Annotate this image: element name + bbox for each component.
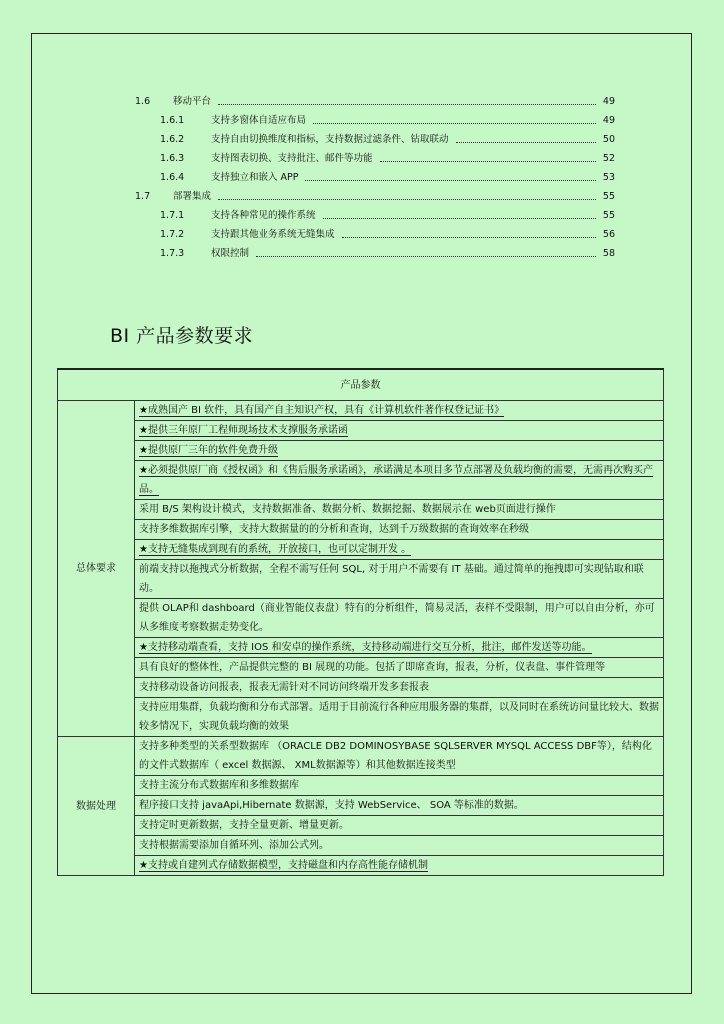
requirement-text: ★提供原厂三年的软件免费升级 (139, 445, 278, 456)
table-row (58, 520, 664, 540)
requirement-text: ★必须提供原厂商《授权函》和《售后服务承诺函》，承诺满足本项目多节点部署及负载均衡的需要，无需再次购买产品。 (139, 465, 653, 495)
requirement-cell (135, 638, 664, 658)
toc-entry[interactable] (135, 92, 615, 111)
requirement-text: ★支持无缝集成到现有的系统，开放接口，也可以定制开发 。 (139, 544, 412, 555)
requirement-cell (135, 678, 664, 698)
toc-entry[interactable] (135, 130, 615, 149)
toc-entry[interactable] (135, 149, 615, 168)
toc-entry[interactable] (135, 206, 615, 225)
table-row (58, 500, 664, 520)
toc-number: 1.6.3 (160, 153, 185, 164)
table-row (58, 401, 664, 421)
toc-leader-dots (456, 142, 596, 143)
toc-entry[interactable] (135, 187, 615, 206)
requirement-text: ★支持或自建列式存储数据模型，支持磁盘和内存高性能存储机制 (139, 860, 428, 871)
toc-title: 支持图表切换、支持批注、邮件等功能 (211, 153, 373, 164)
toc-number: 1.7.3 (160, 248, 185, 259)
requirement-cell (135, 560, 664, 599)
toc-number: 1.6.4 (160, 172, 185, 183)
requirement-text: 程序接口支持 javaApi,Hibernate 数据源，支持 WebService、 SOA 等标准的数据。 (139, 800, 524, 811)
toc-leader-dots (313, 123, 596, 124)
category-cell: 总体要求 (58, 401, 135, 737)
toc-number: 1.6.1 (160, 115, 185, 126)
requirement-text: 支持主流分布式数据库和多维数据库 (139, 780, 299, 791)
requirement-cell (135, 500, 664, 520)
toc-page-number: 49 (602, 96, 615, 107)
table-row (58, 678, 664, 698)
table-row (58, 796, 664, 816)
requirement-text: 前端支持以拖拽式分析数据，全程不需写任何 SQL, 对于用户不需要有 IT 基础。通过简单的拖拽即可实现钻取和联动。 (139, 564, 644, 594)
table-row (58, 540, 664, 560)
table-row (58, 737, 664, 776)
toc-title: 移动平台 (173, 96, 212, 107)
requirement-cell (135, 421, 664, 441)
requirement-cell (135, 599, 664, 638)
toc-title: 支持自由切换维度和指标，支持数据过滤条件、钻取联动 (211, 134, 449, 145)
product-parameters-table (57, 368, 664, 876)
requirement-text: 支持根据需要添加自循环列、添加公式列。 (139, 840, 329, 851)
toc-page-number: 58 (602, 248, 615, 259)
requirement-cell (135, 796, 664, 816)
table-row (58, 658, 664, 678)
toc-entry[interactable] (135, 168, 615, 187)
toc-page-number: 55 (602, 191, 615, 202)
toc-number: 1.6 (135, 96, 151, 107)
requirement-text: 采用 B/S 架构设计模式，支持数据准备、数据分析、数据挖掘、数据展示在 web页面进行操作 (139, 504, 556, 515)
toc-leader-dots (256, 256, 596, 257)
toc-number: 1.7.1 (160, 210, 185, 221)
requirement-text: 提供 OLAP和 dashboard（商业智能仪表盘）特有的分析组件，简易灵活，表样不受限制，用户可以自由分析，亦可从多维度考察数据走势变化。 (139, 603, 655, 633)
table-row (58, 638, 664, 658)
toc-entry[interactable] (135, 244, 615, 263)
toc-title: 支持独立和嵌入 APP (211, 172, 299, 183)
toc-leader-dots (380, 161, 596, 162)
requirement-cell (135, 856, 664, 876)
requirement-text: ★成熟国产 BI 软件，具有国产自主知识产权，具有《计算机软件著作权登记证书》 (139, 405, 505, 416)
table-row (58, 816, 664, 836)
toc-leader-dots (305, 180, 596, 181)
toc-title: 支持各种常见的操作系统 (211, 210, 316, 221)
toc-number: 1.6.2 (160, 134, 185, 145)
table-row (58, 599, 664, 638)
toc-page-number: 53 (602, 172, 615, 183)
toc-entry[interactable] (135, 111, 615, 130)
toc-number: 1.7 (135, 191, 151, 202)
toc-title: 支持跟其他业务系统无缝集成 (211, 229, 335, 240)
requirement-cell (135, 461, 664, 500)
table-row (58, 776, 664, 796)
toc-leader-dots (342, 237, 596, 238)
requirement-text: ★支持移动端查看，支持 IOS 和安卓的操作系统，支持移动端进行交互分析，批注，邮件发送等功能。 (139, 642, 592, 653)
table-of-contents (135, 92, 615, 263)
toc-page-number: 50 (602, 134, 615, 145)
table-row (58, 461, 664, 500)
table-row (58, 421, 664, 441)
requirement-cell (135, 698, 664, 737)
requirement-text: 支持多维数据库引擎，支持大数据量的的分析和查询，达到千万级数据的查询效率在秒级 (139, 524, 529, 535)
table-row (58, 856, 664, 876)
requirement-cell (135, 658, 664, 678)
requirement-text: 支持应用集群，负载均衡和分布式部署。适用于目前流行各种应用服务器的集群，以及同时在系统访问量比较大、数据较多情况下，实现负载均衡的效果 (139, 702, 659, 732)
toc-page-number: 55 (602, 210, 615, 221)
table-row (58, 441, 664, 461)
requirement-cell (135, 836, 664, 856)
toc-leader-dots (323, 218, 596, 219)
requirement-text: 具有良好的整体性，产品提供完整的 BI 展现的功能。包括了即席查询，报表，分析，仪表盘、事件管理等 (139, 662, 606, 673)
table-row (58, 560, 664, 599)
requirement-cell (135, 520, 664, 540)
requirement-cell (135, 401, 664, 421)
requirement-cell (135, 816, 664, 836)
category-cell: 数据处理 (58, 737, 135, 876)
table-header: 产品参数 (58, 369, 664, 401)
toc-page-number: 49 (602, 115, 615, 126)
requirement-cell (135, 737, 664, 776)
requirement-text: ★提供三年原厂工程师现场技术支撑服务承诺函 (139, 425, 348, 436)
toc-leader-dots (218, 199, 596, 200)
toc-page-number: 56 (602, 229, 615, 240)
toc-title: 部署集成 (173, 191, 212, 202)
toc-page-number: 52 (602, 153, 615, 164)
table-row (58, 836, 664, 856)
toc-title: 支持多窗体自适应布局 (211, 115, 307, 126)
requirement-text: 支持多种类型的关系型数据库 （ORACLE DB2 DOMINOSYBASE SQLSERVER MYSQL ACCESS DBF等），结构化的文件式数据库（ excel 数据源、 XML数据源等）和其他数据连接类型 (139, 741, 652, 771)
requirement-cell (135, 776, 664, 796)
toc-entry[interactable] (135, 225, 615, 244)
requirement-cell (135, 441, 664, 461)
requirement-text: 支持移动设备访问报表，报表无需针对不同访问终端开发多套报表 (139, 682, 429, 693)
toc-leader-dots (218, 104, 596, 105)
toc-title: 权限控制 (211, 248, 250, 259)
requirement-cell (135, 540, 664, 560)
toc-number: 1.7.2 (160, 229, 185, 240)
section-title: BI 产品参数要求 (110, 325, 254, 347)
table-row (58, 698, 664, 737)
requirement-text: 支持定时更新数据，支持全量更新、增量更新。 (139, 820, 349, 831)
